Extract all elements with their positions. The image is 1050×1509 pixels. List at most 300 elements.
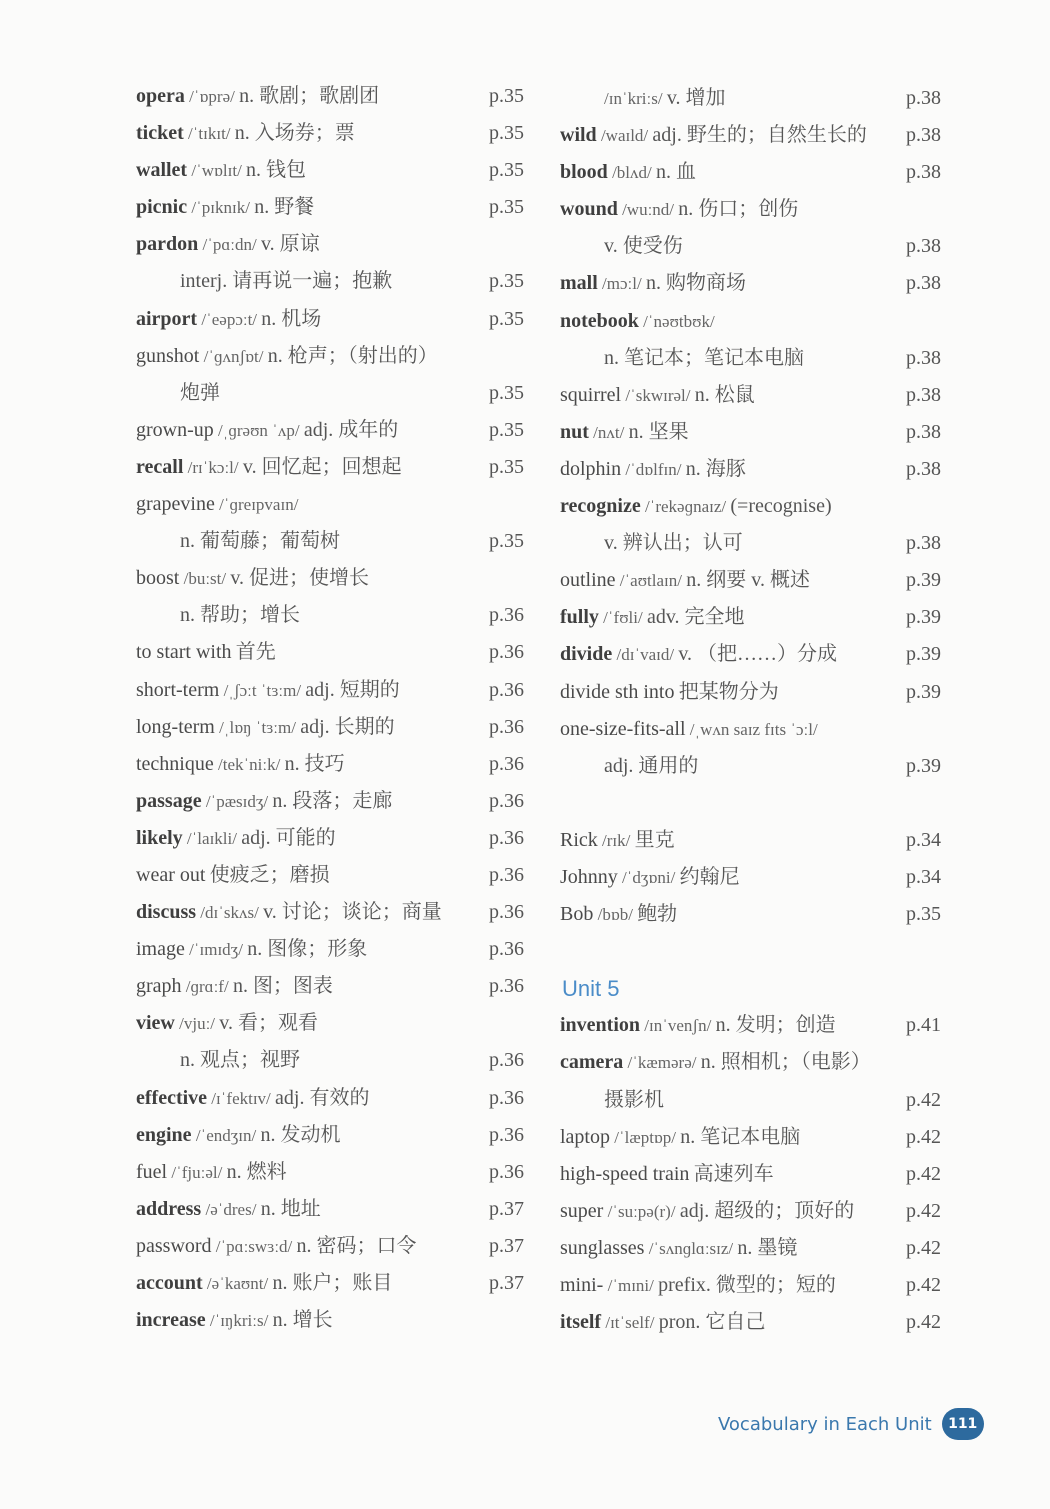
pronunciation: /ˈeəpɔːt/ (197, 309, 262, 329)
vocab-entry (136, 1302, 536, 1339)
pronunciation: /ˌwʌn saɪz fɪts ˈɔːl/ (685, 719, 818, 739)
entry-text (560, 303, 715, 340)
entry-text (136, 820, 336, 857)
page-reference: p.37 (489, 1197, 524, 1220)
entry-text (136, 152, 306, 189)
page-reference: p.35 (489, 307, 524, 330)
page-reference: p.34 (906, 828, 941, 851)
definition: adj. 有效的 (275, 1086, 370, 1109)
vocab-entry (136, 1005, 536, 1042)
definition: 约翰尼 (679, 865, 740, 888)
definition: n. 图像；形象 (247, 938, 368, 961)
definition: 摄影机 (604, 1088, 664, 1111)
entry-text (136, 894, 442, 931)
definition: n. 笔记本电脑 (680, 1125, 801, 1148)
pronunciation: /ɪnˈkriːs/ (604, 89, 667, 108)
definition: 高速列车 (693, 1162, 774, 1185)
definition: n. 段落；走廊 (272, 789, 393, 812)
definition: adj. 成年的 (303, 418, 399, 441)
section-spacer (560, 785, 960, 822)
definition: n. 葡萄藤；葡萄树 (180, 530, 340, 553)
page-reference: p.37 (489, 1272, 524, 1294)
vocab-entry (136, 820, 536, 857)
page-reference: p.36 (489, 789, 524, 812)
definition: n. 野餐 (254, 196, 315, 219)
definition: n. 照相机；（电影） (700, 1051, 871, 1074)
entry-text (180, 263, 392, 300)
page-reference: p.42 (906, 1311, 941, 1334)
headword: camera (560, 1051, 624, 1074)
entry-text (136, 226, 320, 263)
vocab-entry (560, 1082, 960, 1119)
entry-text (560, 1044, 871, 1081)
definition: n. 海豚 (685, 457, 746, 480)
pronunciation: /ˈɡreɪpvaɪn/ (214, 495, 299, 515)
page-reference: p.39 (906, 569, 941, 592)
headword: outline (560, 569, 616, 592)
headword: grapevine (136, 493, 215, 516)
entry-text (560, 1304, 765, 1341)
page-reference: p.35 (489, 196, 524, 219)
entry-text (560, 154, 696, 191)
page-reference: p.36 (489, 1049, 524, 1072)
entry-text (604, 80, 726, 117)
headword: wallet (136, 159, 188, 182)
page-reference: p.38 (906, 87, 941, 109)
definition: prefix. 微型的；短的 (658, 1274, 836, 1296)
pronunciation: /ˈfjuːəl/ (167, 1162, 227, 1182)
vocab-entry (560, 748, 960, 785)
page-reference: p.42 (906, 1125, 941, 1148)
vocab-entry (136, 78, 536, 115)
vocab-entry (136, 523, 536, 560)
headword: graph (136, 975, 182, 998)
entry-text (560, 896, 677, 933)
vocab-entry (136, 672, 536, 709)
definition: n. 地址 (260, 1197, 321, 1220)
page-reference: p.36 (489, 1086, 524, 1109)
vocab-entry (136, 1228, 536, 1265)
entry-text (604, 525, 743, 562)
vocab-entry (136, 338, 536, 375)
page-reference: p.38 (906, 532, 941, 555)
vocab-entry (136, 1265, 536, 1302)
page-reference: p.35 (489, 85, 524, 107)
page-reference: p.36 (489, 826, 524, 849)
vocab-entry (136, 1080, 536, 1117)
entry-text (136, 560, 369, 597)
entry-text (560, 711, 818, 748)
entry-text (604, 748, 698, 785)
definition: 把某物分为 (678, 680, 779, 703)
definition: n. 墨镜 (737, 1236, 798, 1259)
page-reference: p.38 (906, 235, 941, 258)
headword: high-speed train (560, 1162, 690, 1185)
vocab-entry (136, 1154, 536, 1191)
pronunciation: /ˈɡʌnʃɒt/ (199, 346, 268, 366)
entry-text (560, 191, 798, 228)
page-reference: p.42 (906, 1162, 941, 1185)
vocab-entry (136, 597, 536, 634)
pronunciation: /ɪtˈself/ (601, 1313, 659, 1333)
page-reference: p.39 (906, 680, 941, 703)
pronunciation: /ˈdʒɒni/ (617, 867, 680, 887)
entry-text (560, 1230, 797, 1267)
entry-text (136, 1080, 369, 1117)
page-reference: p.38 (906, 124, 941, 147)
page-reference: p.36 (489, 863, 524, 886)
vocab-entry (560, 303, 960, 340)
entry-text (560, 1007, 836, 1044)
vocab-entry (560, 822, 960, 859)
entry-text (604, 340, 804, 377)
vocab-entry (560, 562, 960, 599)
definition: n. 购物商场 (645, 272, 746, 295)
definition: n. 发动机 (260, 1123, 341, 1146)
vocab-entry (560, 451, 960, 488)
definition: v. 讨论；谈论；商量 (263, 901, 442, 924)
headword: wound (560, 198, 618, 221)
headword: likely (136, 826, 183, 849)
entry-text (136, 783, 392, 820)
definition: v. 使受伤 (604, 235, 683, 258)
page-reference: p.38 (906, 383, 941, 406)
headword: blood (560, 161, 608, 184)
headword: image (136, 938, 185, 961)
vocab-entry (136, 894, 536, 931)
pronunciation: /ˈɒprə/ (184, 87, 240, 106)
entry-text (560, 859, 740, 896)
entry-text (560, 488, 832, 525)
headword: password (136, 1234, 212, 1257)
headword: mall (560, 272, 598, 295)
page-reference: p.36 (489, 1160, 524, 1183)
right-column (560, 80, 960, 1341)
pronunciation: /əˈkaʊnt/ (202, 1274, 273, 1293)
pronunciation: /ˈrekəɡnaɪz/ (640, 497, 731, 517)
definition: pron. 它自己 (658, 1311, 766, 1334)
headword: Bob (560, 903, 594, 926)
section-spacer (560, 933, 960, 970)
pronunciation: /ɡrɑːf/ (181, 977, 233, 997)
entry-text (136, 1265, 392, 1302)
pronunciation: /buːst/ (179, 569, 231, 589)
pronunciation: /ˈpɑːswɜːd/ (211, 1236, 297, 1256)
pronunciation: /ˈlæptɒp/ (610, 1127, 681, 1147)
definition: n. 燃料 (226, 1160, 287, 1183)
headword: recall (136, 455, 184, 478)
entry-text (136, 78, 379, 115)
vocab-entry (136, 152, 536, 189)
definition: n. 歌剧；歌剧团 (239, 85, 380, 107)
pronunciation: /rɪˈkɔːl/ (183, 457, 243, 477)
page-reference: p.38 (906, 272, 941, 295)
headword: notebook (560, 309, 639, 332)
headword: recognize (560, 495, 641, 518)
pronunciation: /ɪnˈvenʃn/ (640, 1016, 716, 1036)
pronunciation: /ˌɡrəʊn ˈʌp/ (213, 420, 304, 440)
page-reference: p.35 (489, 381, 524, 404)
vocab-entry (560, 228, 960, 265)
vocab-entry (136, 301, 536, 338)
page-reference: p.36 (489, 678, 524, 701)
vocab-entry (560, 1193, 960, 1230)
entry-text (604, 228, 683, 265)
headword: grown-up (136, 418, 214, 441)
unit-heading: Unit 5 (562, 976, 620, 1002)
left-column (136, 78, 536, 1339)
vocab-entry (136, 1042, 536, 1079)
headword: to start with (136, 641, 232, 664)
page-reference: p.35 (489, 122, 524, 145)
definition: interj. 请再说一遍；抱歉 (180, 270, 393, 293)
pronunciation: /ˈpæsɪdʒ/ (201, 791, 273, 811)
vocab-entry (560, 1119, 960, 1156)
pronunciation: /ˈnəʊtbʊk/ (638, 311, 715, 331)
entry-text (136, 1302, 333, 1339)
definition: 使疲乏；磨损 (209, 863, 330, 886)
entry-text (136, 931, 367, 968)
pronunciation: /ˈmɪni/ (603, 1276, 659, 1295)
entry-text (136, 189, 314, 226)
entry-text (560, 822, 675, 859)
entry-text (604, 1082, 664, 1119)
headword: super (560, 1199, 604, 1222)
vocab-entry (560, 636, 960, 673)
page-reference: p.38 (906, 346, 941, 369)
headword: long-term (136, 715, 215, 738)
pronunciation: /blʌd/ (607, 163, 656, 183)
headword: increase (136, 1309, 206, 1332)
vocab-entry (560, 1044, 960, 1081)
headword: dolphin (560, 457, 622, 480)
pronunciation: /ˌlɒŋ ˈtɜːm/ (214, 717, 301, 737)
definition: 首先 (235, 641, 276, 664)
definition: v. 原谅 (260, 233, 320, 256)
entry-text (560, 377, 755, 414)
entry-text (136, 672, 400, 709)
pronunciation: /nʌt/ (588, 422, 629, 442)
vocab-entry (136, 931, 536, 968)
entry-text (136, 486, 298, 523)
headword: Johnny (560, 865, 618, 888)
definition: v. 看；观看 (219, 1012, 318, 1035)
definition: 里克 (634, 828, 675, 851)
pronunciation: /əˈdres/ (201, 1199, 261, 1219)
headword: one-size-fits-all (560, 717, 686, 740)
headword: Rick (560, 828, 598, 851)
headword: short-term (136, 678, 220, 701)
vocab-entry (136, 189, 536, 226)
pronunciation: /ˈsuːpə(r)/ (603, 1201, 680, 1221)
entry-text (560, 599, 745, 636)
definition: v. 辨认出；认可 (604, 532, 743, 555)
vocab-entry (560, 265, 960, 302)
headword: boost (136, 567, 180, 590)
definition: n. 增长 (272, 1309, 333, 1332)
entry-text (136, 1228, 417, 1265)
pronunciation: /ɪˈfektɪv/ (207, 1088, 276, 1108)
pronunciation: /ˈendʒɪn/ (191, 1125, 261, 1145)
headword: ticket (136, 122, 184, 145)
pronunciation: /mɔːl/ (597, 274, 646, 294)
vocab-entry (560, 488, 960, 525)
definition: adj. 可能的 (241, 826, 336, 849)
entry-text (136, 968, 333, 1005)
vocab-entry (560, 1007, 960, 1044)
page-reference: p.36 (489, 715, 524, 738)
definition: (=recognise) (730, 495, 832, 518)
headword: fully (560, 606, 599, 629)
page-reference: p.42 (906, 1236, 941, 1259)
entry-text (136, 115, 355, 152)
vocab-entry (136, 115, 536, 152)
vocab-entry (136, 226, 536, 263)
page-reference: p.36 (489, 641, 524, 664)
definition: v. 回忆起；回想起 (242, 455, 402, 478)
definition: n. 伤口；创伤 (678, 198, 799, 221)
headword: squirrel (560, 383, 622, 406)
entry-text (560, 117, 867, 154)
entry-text (560, 1267, 836, 1304)
page-reference: p.42 (906, 1088, 941, 1111)
vocab-entry (136, 783, 536, 820)
definition: v. 增加 (666, 87, 726, 109)
pronunciation: /dɪˈskʌs/ (196, 903, 264, 923)
definition: n. 帮助；增长 (180, 604, 300, 627)
vocab-entry (136, 1117, 536, 1154)
pronunciation: /ˈlaɪkli/ (182, 828, 242, 848)
pronunciation: /ˈskwɪrəl/ (621, 385, 695, 405)
definition: n. 纲要 v. 概述 (686, 569, 810, 592)
headword: opera (136, 85, 185, 107)
definition: adj. 超级的；顶好的 (679, 1199, 855, 1222)
vocab-entry (136, 634, 536, 671)
headword: divide sth into (560, 680, 675, 703)
vocab-entry (136, 709, 536, 746)
headword: airport (136, 307, 198, 330)
definition: n. 图；图表 (232, 975, 333, 998)
headword: wear out (136, 863, 206, 886)
headword: mini- (560, 1274, 604, 1296)
pronunciation: /vjuː/ (174, 1014, 220, 1034)
definition: n. 机场 (261, 307, 322, 330)
page-reference: p.41 (906, 1014, 941, 1037)
page-reference: p.36 (489, 1123, 524, 1146)
vocab-entry (136, 449, 536, 486)
headword: wild (560, 124, 597, 147)
definition: v. 促进；使增长 (230, 567, 370, 590)
definition: n. 观点；视野 (180, 1049, 300, 1072)
definition: adj. 通用的 (604, 754, 699, 777)
pronunciation: /ˈaʊtlaɪn/ (615, 571, 687, 591)
headword: address (136, 1197, 202, 1220)
vocab-entry (136, 560, 536, 597)
vocab-entry (560, 377, 960, 414)
footer-title: Vocabulary in Each Unit (718, 1413, 932, 1435)
vocab-entry (560, 117, 960, 154)
headword: invention (560, 1014, 641, 1037)
definition: n. 坚果 (628, 420, 689, 443)
definition: adj. 短期的 (305, 678, 400, 701)
entry-text (180, 1042, 300, 1079)
definition: adj. 长期的 (300, 715, 395, 738)
headword: laptop (560, 1125, 610, 1148)
pronunciation: /ˈɪmɪdʒ/ (184, 940, 248, 960)
definition: n. 密码；口令 (296, 1234, 417, 1257)
definition: n. 松鼠 (694, 383, 755, 406)
headword: pardon (136, 233, 199, 256)
definition: n. 枪声；（射出的） (267, 344, 438, 367)
page-reference: p.36 (489, 604, 524, 627)
headword: technique (136, 752, 214, 775)
entry-text (560, 562, 810, 599)
entry-text (180, 375, 220, 412)
entry-text (136, 301, 321, 338)
entry-text (136, 412, 398, 449)
headword: view (136, 1012, 175, 1035)
definition: adv. 完全地 (646, 606, 745, 629)
entry-text (136, 1005, 318, 1042)
page-reference: p.39 (906, 754, 941, 777)
vocab-entry (136, 746, 536, 783)
page-reference: p.35 (489, 418, 524, 441)
entry-text (136, 1191, 321, 1228)
pronunciation: /waɪld/ (596, 126, 653, 146)
page-reference: p.38 (906, 457, 941, 480)
pronunciation: /ˈtɪkɪt/ (183, 124, 235, 144)
vocab-entry (560, 1230, 960, 1267)
entry-text (136, 857, 330, 894)
page-reference: p.35 (489, 159, 524, 182)
vocab-entry (560, 859, 960, 896)
page-reference: p.36 (489, 901, 524, 924)
vocab-entry (560, 191, 960, 228)
pronunciation: /ˈfʊli/ (598, 608, 647, 628)
page-reference: p.35 (489, 455, 524, 478)
vocab-entry (136, 375, 536, 412)
headword: picnic (136, 196, 188, 219)
vocab-entry (560, 525, 960, 562)
pronunciation: /ˈsʌnɡlɑːsɪz/ (644, 1238, 738, 1258)
vocab-entry (560, 1304, 960, 1341)
pronunciation: /ˈpɪknɪk/ (187, 198, 255, 218)
entry-text (560, 1156, 774, 1193)
pronunciation: /wuːnd/ (617, 200, 679, 220)
pronunciation: /dɪˈvaɪd/ (612, 645, 679, 665)
headword: engine (136, 1123, 192, 1146)
page-reference: p.34 (906, 865, 941, 888)
pronunciation: /ˈpɑːdn/ (198, 235, 261, 255)
vocab-entry (136, 486, 536, 523)
entry-text (136, 709, 395, 746)
headword: fuel (136, 1160, 168, 1183)
headword: passage (136, 789, 202, 812)
vocab-entry (560, 674, 960, 711)
page-footer (718, 1408, 984, 1440)
entry-text (180, 523, 340, 560)
page-reference: p.36 (489, 752, 524, 775)
vocab-entry (136, 1191, 536, 1228)
headword: discuss (136, 901, 197, 924)
definition: n. 账户；账目 (272, 1272, 393, 1294)
headword: nut (560, 420, 589, 443)
entry-text (136, 634, 276, 671)
entry-text (136, 338, 438, 375)
vocab-entry (560, 340, 960, 377)
vocab-entry (136, 263, 536, 300)
definition: adj. 野生的；自然生长的 (652, 124, 867, 147)
